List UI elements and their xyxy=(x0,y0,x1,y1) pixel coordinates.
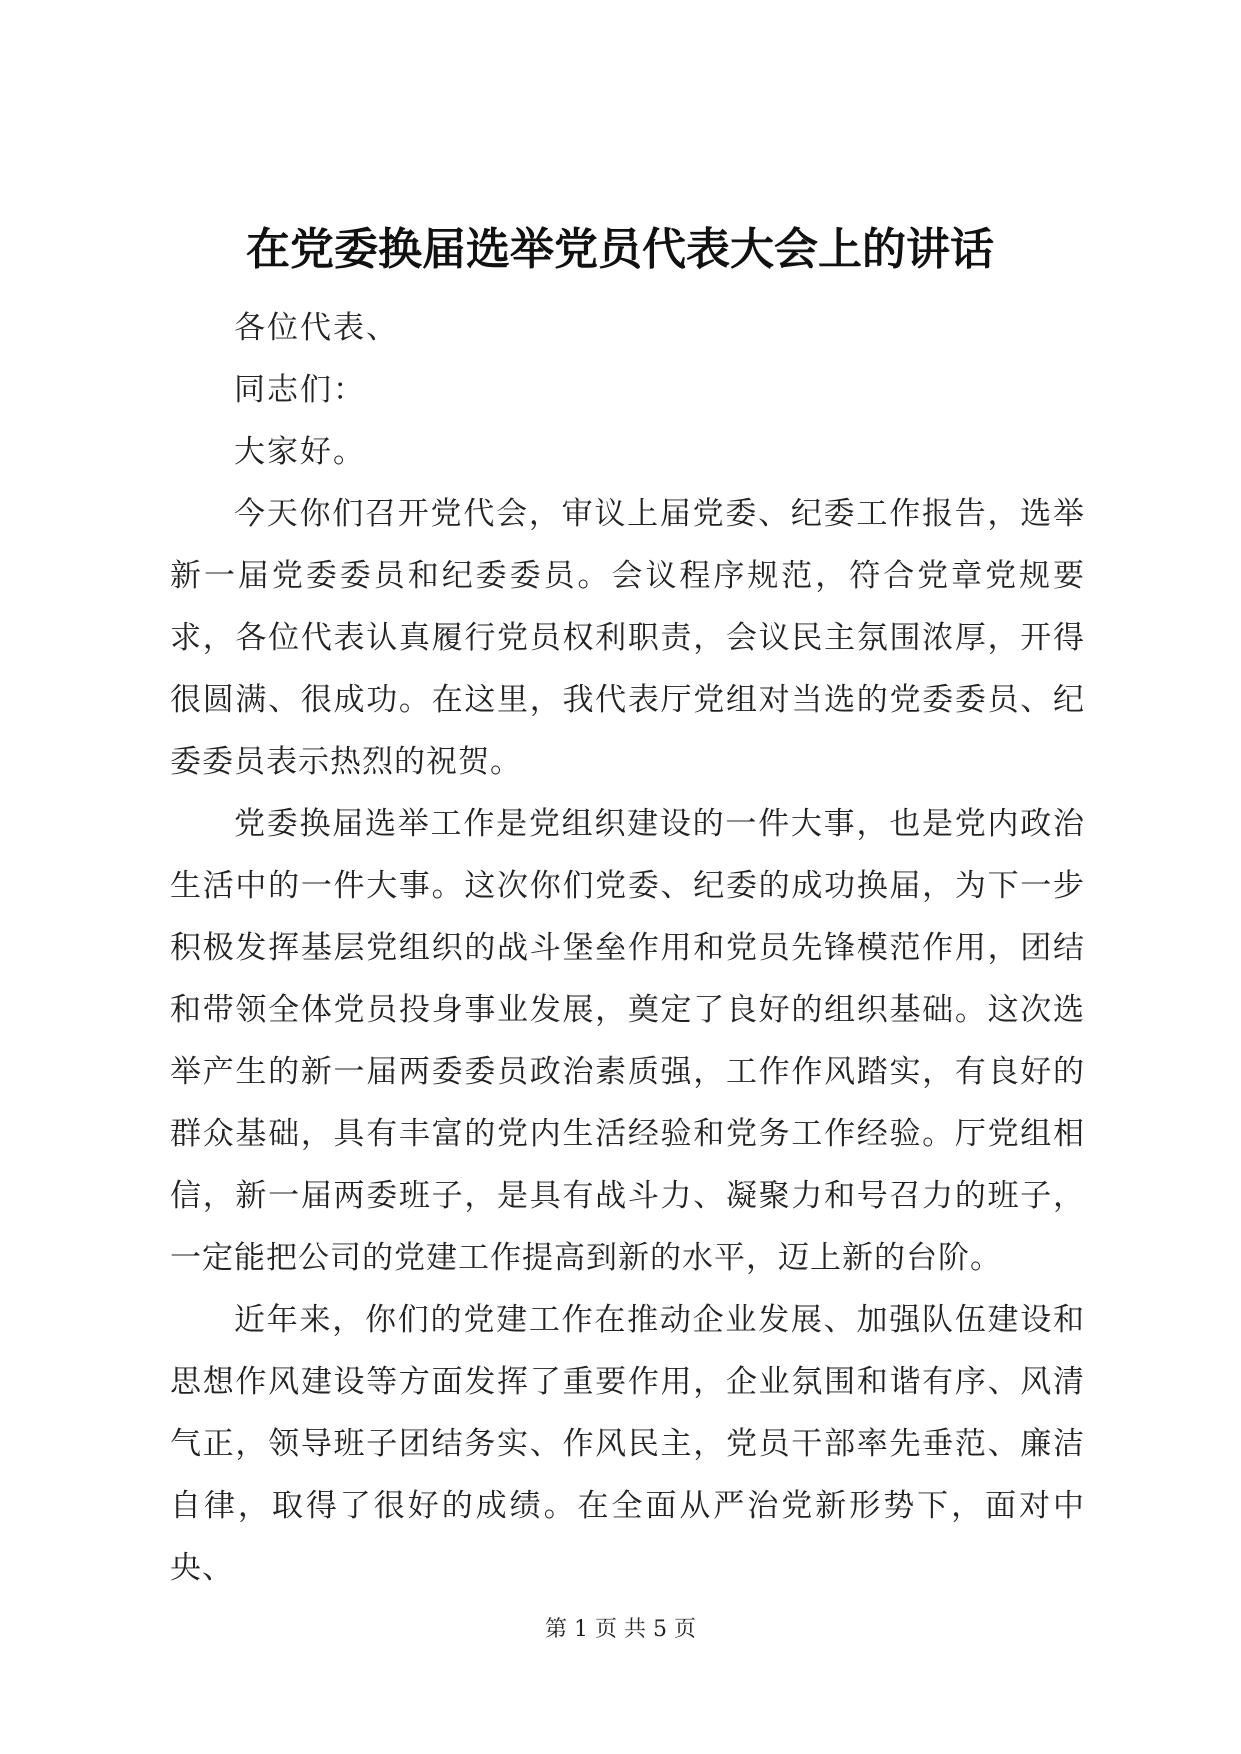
page-number-footer: 第 1 页 共 5 页 xyxy=(545,1617,696,1642)
greeting-line: 同志们： xyxy=(234,372,366,408)
greeting-line: 各位代表、 xyxy=(234,310,399,346)
body-paragraph: 今天你们召开党代会，审议上届党委、纪委工作报告，选举新一届党委委员和纪委委员。会议程序规范，符合党章党规要求，各位代表认真履行党员权利职责，会议民主氛围浓厚，开得很圆满、很成功。在这里，我代表厅党组对当选的党委委员、纪委委员表示热烈的祝贺。 xyxy=(170,496,1085,780)
body-paragraph: 党委换届选举工作是党组织建设的一件大事，也是党内政治生活中的一件大事。这次你们党委、纪委的成功换届，为下一步积极发挥基层党组织的战斗堡垒作用和党员先锋模范作用，团结和带领全体党员投身事业发展，奠定了良好的组织基础。这次选举产生的新一届两委委员政治素质强，工作作风踏实，有良好的群众基础，具有丰富的党内生活经验和党务工作经验。厅党组相信，新一届两委班子，是具有战斗力、凝聚力和号召力的班子，一定能把公司的党建工作提高到新的水平，迈上新的台阶。 xyxy=(170,806,1085,1276)
document-title: 在党委换届选举党员代表大会上的讲话 xyxy=(246,224,994,275)
greeting-line: 大家好。 xyxy=(234,434,366,470)
body-paragraph: 近年来，你们的党建工作在推动企业发展、加强队伍建设和思想作风建设等方面发挥了重要作用，企业氛围和谐有序、风清气正，领导班子团结务实、作风民主，党员干部率先垂范、廉洁自律，取得了很好的成绩。在全面从严治党新形势下，面对中央、 xyxy=(170,1302,1085,1586)
document-body xyxy=(170,297,1085,1599)
